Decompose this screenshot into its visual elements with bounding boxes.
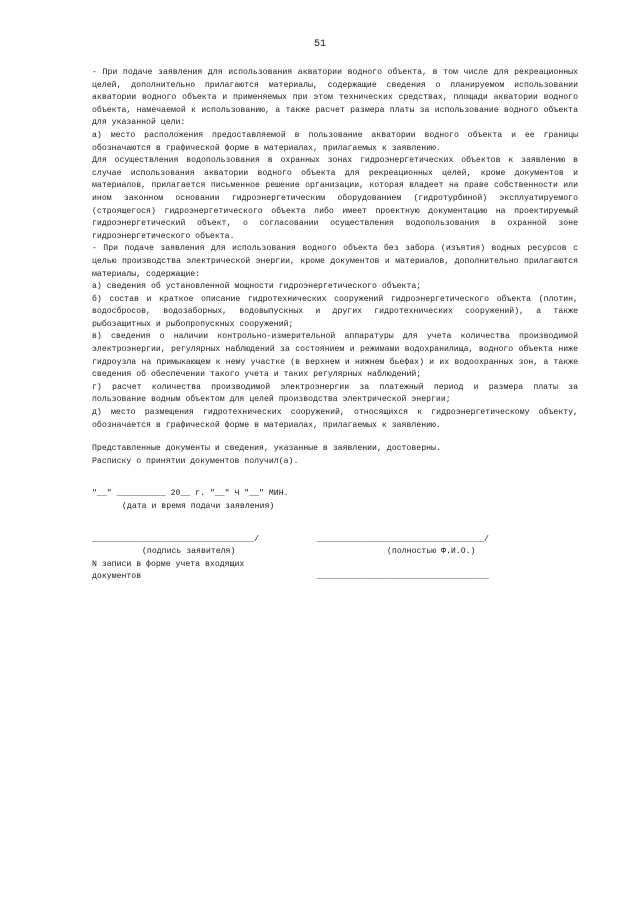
receipt-statement: Расписку о принятии документов получил(а).: [92, 456, 299, 466]
paragraph-water-area: - При подаче заявления для использования акватории водного объекта, в том числе для рекреационных целей, дополнительно прилагаются материалы, содержащие сведения о планируемом использовании акватории водного объекта и применяемых при этом технических средствах, площади акватории водного объекта, намечаемой к использованию, а также расчет размера платы за использование водного объекта для указанной цели:: [92, 68, 578, 128]
signature-row: [92, 534, 578, 547]
signature-caption-row: [92, 546, 578, 559]
signature-line: _________________________________/: [92, 534, 260, 544]
journal-label: N записи в форме учета входящих: [92, 559, 245, 569]
journal-number-line: ___________________________________: [317, 572, 489, 582]
journal-label-continued: документов: [92, 572, 142, 582]
confirmation-statement: Представленные документы и сведения, указанные в заявлении, достоверны.: [92, 444, 441, 454]
paragraph-item-a-location: а) место расположения предоставляемой в пользование акватории водного объекта и ее границы обозначаются в графической форме в материалах, прилагаемых к заявлению.: [92, 130, 578, 153]
paragraph-item-d-placement: д) место размещения гидротехнических сооружений, относящихся к гидроэнергетическому объекту, обозначается в графической форме в материалах, прилагаемых к заявлению.: [92, 408, 578, 430]
paragraph-item-v-instruments: в) сведения о наличии контрольно-измерительной аппаратуры для учета количества производимой электроэнергии, регулярных наблюдений за состоянием и режимами водохранилища, водного объекта ниже гидроузла на примыкающем к нему участке (в верхнем и нижнем бьефах) и их водоохранных зон, а также сведения об обеспечении такого учета и таких регулярных наблюдений;: [92, 332, 578, 380]
paragraph-item-g-calculation: г) расчет количества производимой электроэнергии за платежный период и размера платы за пользование водным объектом для целей производства электрической энергии;: [92, 382, 578, 405]
full-name-line: __________________________________/: [317, 534, 489, 544]
document-body: [92, 67, 578, 584]
paragraph-protected-zones: Для осуществления водопользования в охранных зонах гидроэнергетических объектов к заявлению в случае использования акватории водного объекта для рекреационных целей, кроме документов и материалов, прилагается письменное решение организации, которая владеет на праве собственности или ином законном основании гидроэнергетическим оборудованием (гидротурбиной) эксплуатируемого (строящегося) гидроэнергетического объекта либо имеет проектную документацию на проектируемый гидроэнергетический объект, о согласовании осуществления водопользования в охранной зоне гидроэнергетического объекта.: [92, 156, 578, 241]
paragraph-electric-energy: - При подаче заявления для использования водного объекта без забора (изъятия) водных ресурсов с целью производства электрической энергии, кроме документов и материалов, дополнительно прилагаются материалы, содержащие:: [92, 244, 578, 279]
paragraph-item-b-structures: б) состав и краткое описание гидротехнических сооружений гидроэнергетического объекта (плотин, водосбросов, водозаборных, водовыпускных и других гидротехнических сооружений), а также рыбозащитных и рыбопропускных сооружений;: [92, 294, 578, 329]
date-line: "__" __________ 20__ г. "__" Ч "__" МИН.: [92, 489, 289, 499]
journal-entry-row: [92, 559, 578, 584]
page-number: 51: [313, 39, 326, 50]
date-caption: (дата и время подачи заявления): [122, 502, 275, 511]
paragraph-item-a-capacity: а) сведения об установленной мощности гидроэнергетического объекта;: [92, 282, 422, 292]
full-name-caption: (полностью Ф.И.О.): [387, 547, 476, 557]
signature-caption: (подпись заявителя): [142, 547, 236, 557]
